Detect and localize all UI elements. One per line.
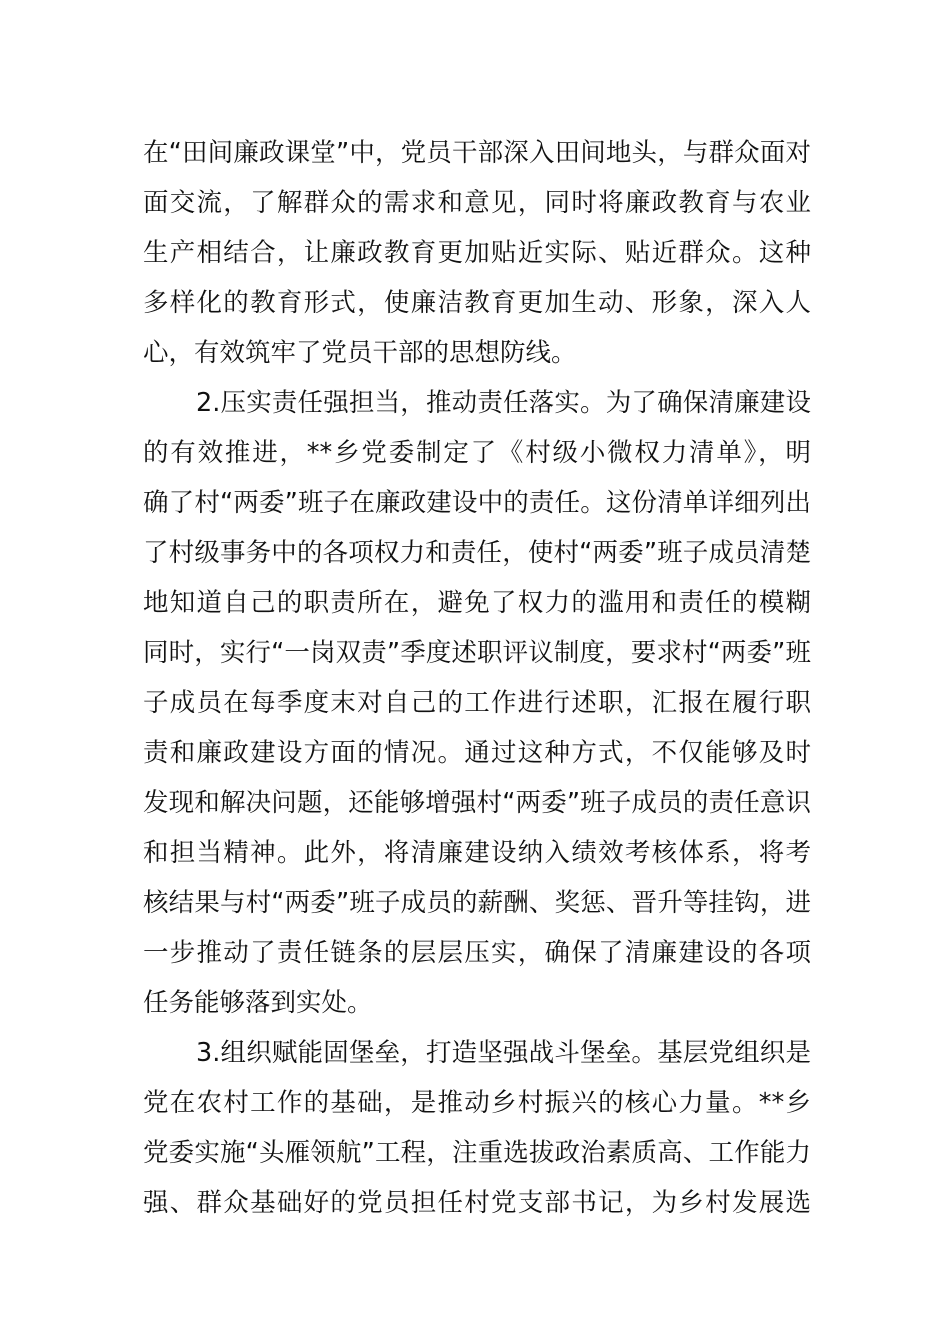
text-line: 党在农村工作的基础，是推动乡村振兴的核心力量。**乡	[143, 1088, 811, 1118]
text-line: 面交流，了解群众的需求和意见，同时将廉政教育与农业	[143, 188, 811, 218]
text-line: 的有效推进，**乡党委制定了《村级小微权力清单》，明	[143, 438, 811, 468]
text-line: 多样化的教育形式，使廉洁教育更加生动、形象，深入人	[143, 288, 811, 318]
text-line: 任务能够落到实处。	[143, 988, 373, 1018]
text-line: 责和廉政建设方面的情况。通过这种方式，不仅能够及时	[143, 738, 811, 768]
paragraph-3-first-line: 3.组织赋能固堡垒，打造坚强战斗堡垒。基层党组织是	[196, 1038, 811, 1068]
text-line: 一步推动了责任链条的层层压实，确保了清廉建设的各项	[143, 938, 811, 968]
text-line: 和担当精神。此外，将清廉建设纳入绩效考核体系，将考	[143, 838, 811, 868]
text-line: 地知道自己的职责所在，避免了权力的滥用和责任的模糊	[143, 588, 811, 618]
text-line: 强、群众基础好的党员担任村党支部书记，为乡村发展选	[143, 1188, 811, 1218]
text-line: 心，有效筑牢了党员干部的思想防线。	[143, 338, 577, 368]
paragraph-2-first-line: 2.压实责任强担当，推动责任落实。为了确保清廉建设	[196, 388, 811, 418]
text-line: 了村级事务中的各项权力和责任，使村“两委”班子成员清楚	[143, 538, 811, 568]
document-body	[143, 128, 811, 1228]
text-line: 子成员在每季度末对自己的工作进行述职，汇报在履行职	[143, 688, 811, 718]
text-line: 确了村“两委”班子在廉政建设中的责任。这份清单详细列出	[143, 488, 811, 518]
text-line: 发现和解决问题，还能够增强村“两委”班子成员的责任意识	[143, 788, 811, 818]
text-line: 党委实施“头雁领航”工程，注重选拔政治素质高、工作能力	[143, 1138, 811, 1168]
text-line: 核结果与村“两委”班子成员的薪酬、奖惩、晋升等挂钩，进	[143, 888, 811, 918]
text-line: 生产相结合，让廉政教育更加贴近实际、贴近群众。这种	[143, 238, 811, 268]
text-line: 在“田间廉政课堂”中，党员干部深入田间地头，与群众面对	[143, 138, 811, 168]
text-line: 同时，实行“一岗双责”季度述职评议制度，要求村“两委”班	[143, 638, 811, 668]
